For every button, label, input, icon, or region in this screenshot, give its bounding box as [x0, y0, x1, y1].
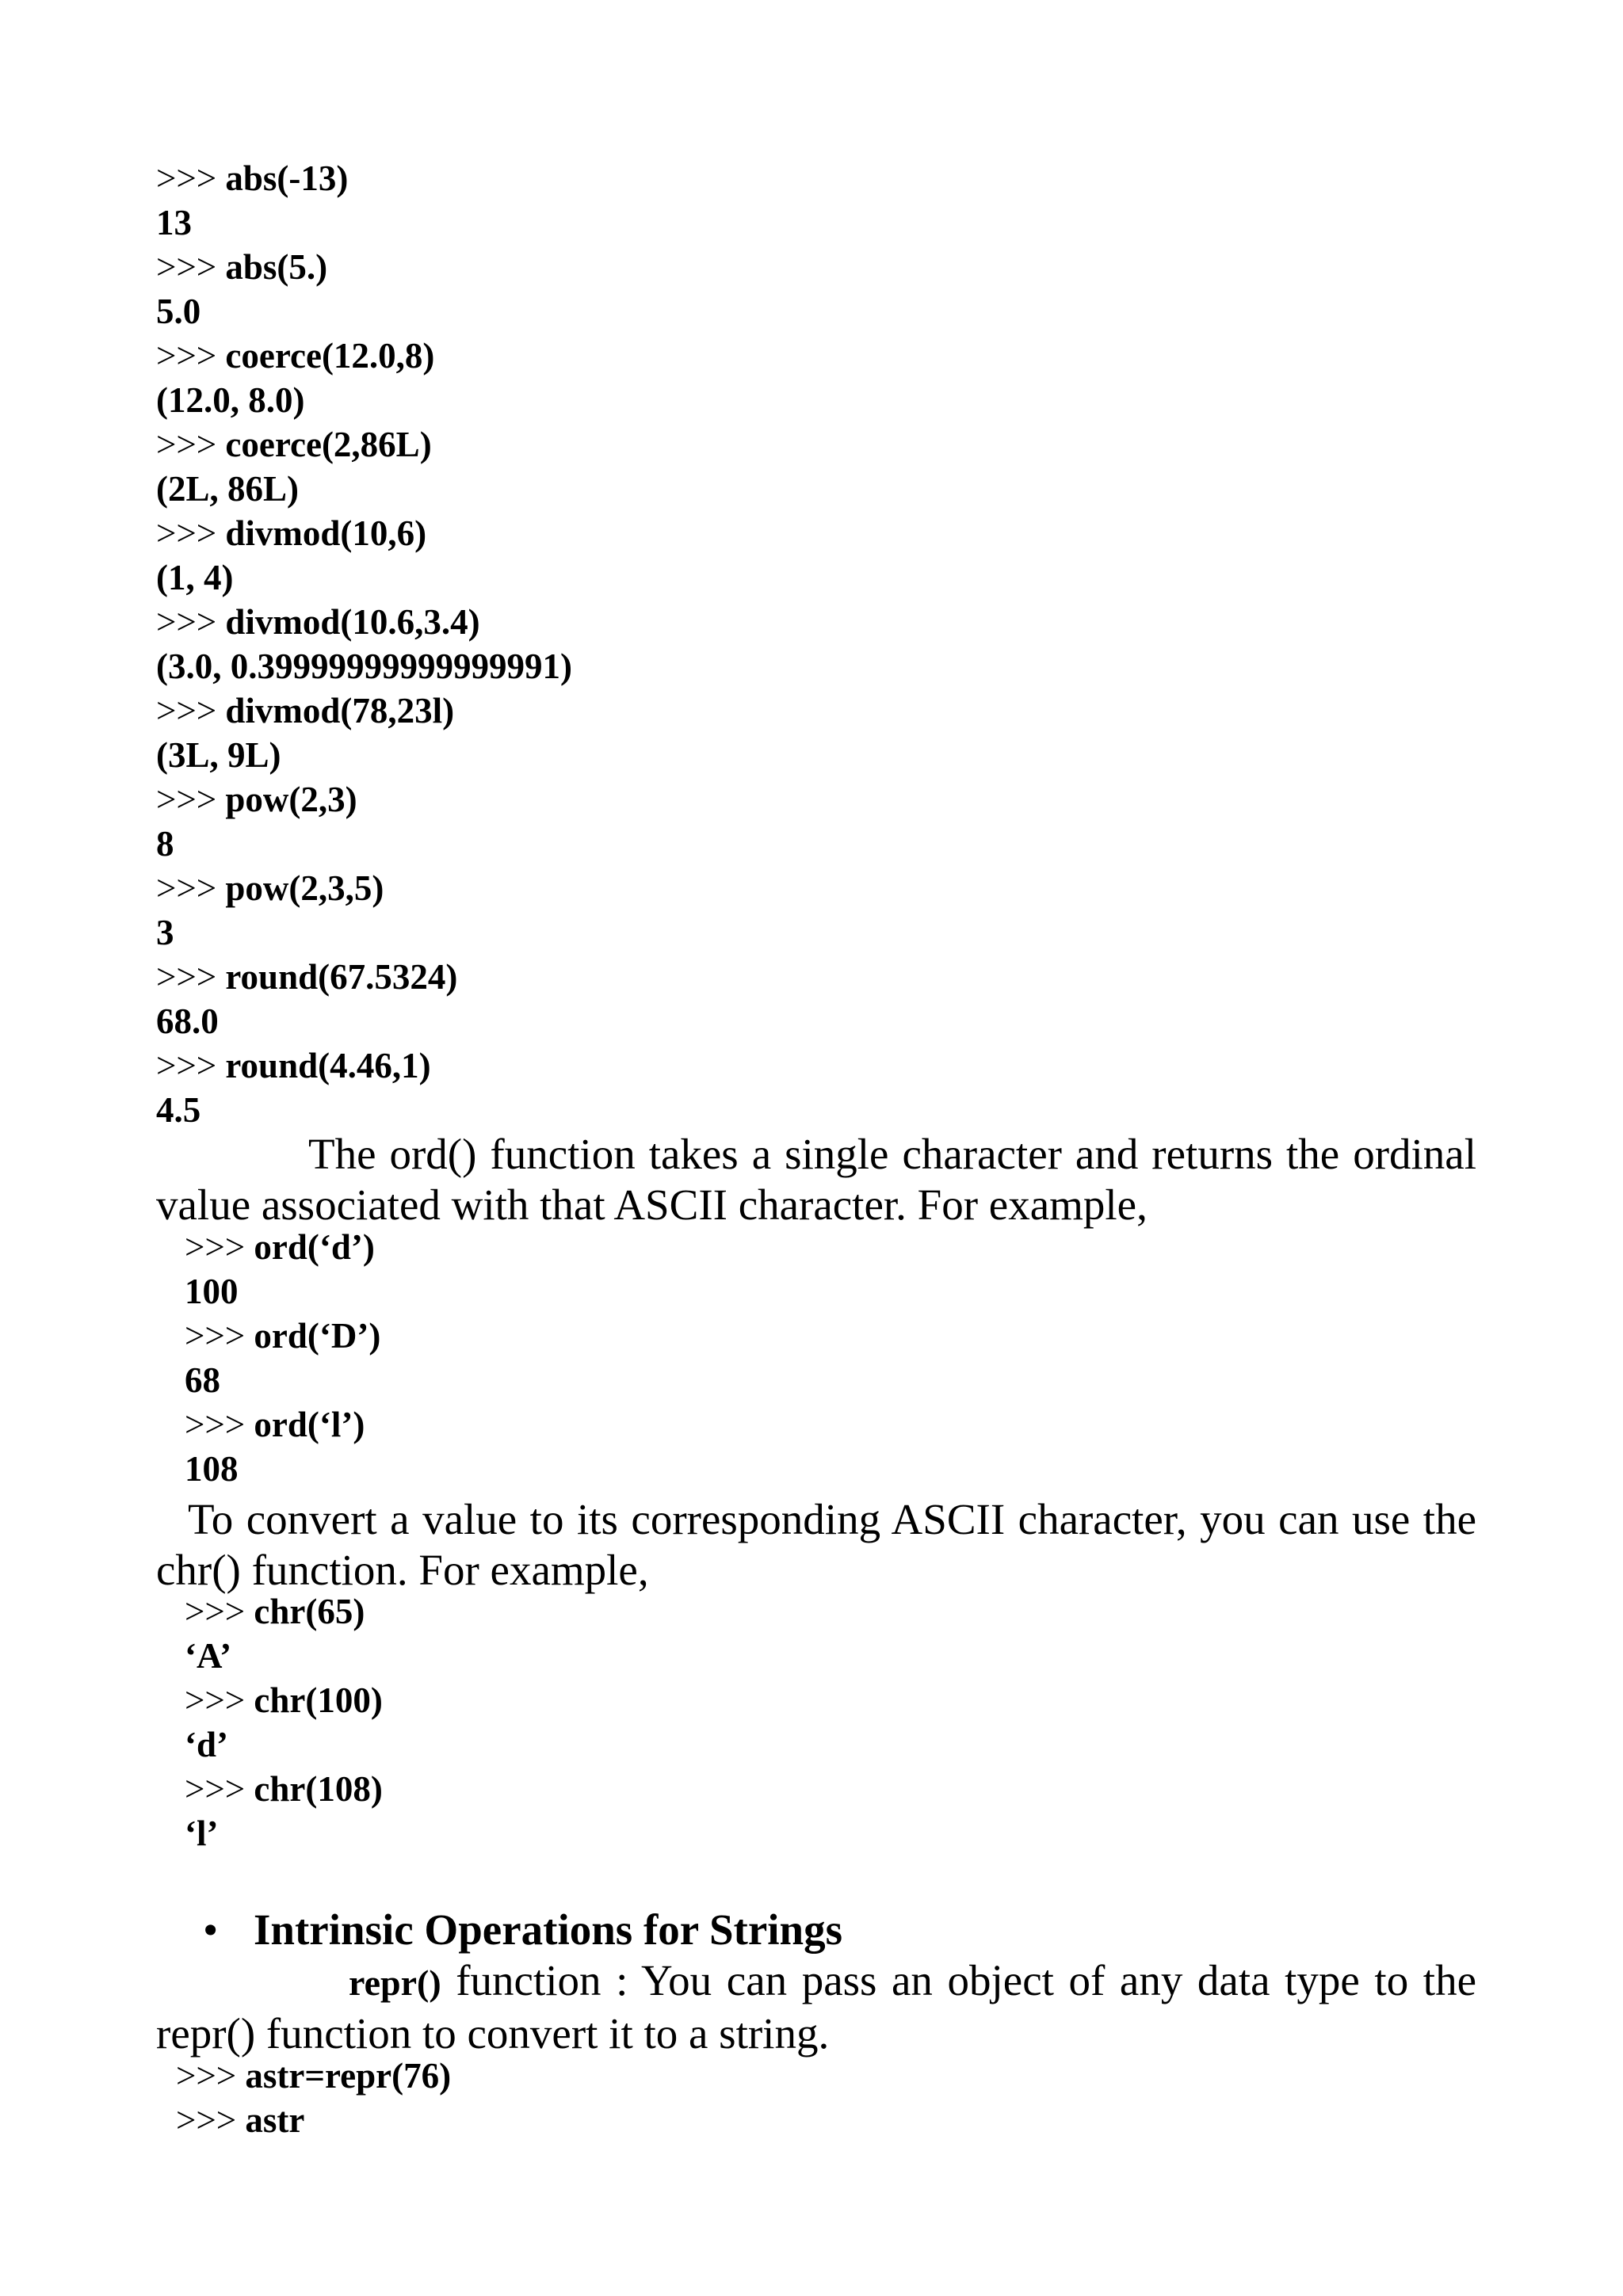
paragraph-repr-text: function : You can pass an object of any data type to the repr() function to convert it to a string.	[156, 1956, 1476, 2058]
code-output: 5.0	[156, 292, 201, 331]
prompt-marker: >>>	[176, 2100, 246, 2140]
paragraph-repr	[156, 1955, 1476, 2059]
paragraph-chr-text: To convert a value to its corresponding ASCII character, you can use the chr() function. For example,	[156, 1495, 1476, 1594]
code-input-line	[156, 156, 572, 200]
code-input-line	[185, 1225, 380, 1269]
code-input-line	[156, 688, 572, 733]
code-command: round(4.46,1)	[225, 1046, 431, 1085]
prompt-marker: >>>	[185, 1316, 254, 1356]
prompt-marker: >>>	[156, 336, 226, 376]
code-command: astr	[245, 2100, 305, 2140]
code-output-line	[156, 467, 572, 511]
code-output: (2L, 86L)	[156, 469, 299, 509]
code-output: (1, 4)	[156, 558, 234, 597]
paragraph-ord-text: The ord() function takes a single character and returns the ordinal value associated with that ASCII character. For example,	[156, 1130, 1476, 1229]
bullet-icon: •	[203, 1905, 219, 1954]
code-output-line	[156, 822, 572, 866]
prompt-marker: >>>	[156, 602, 226, 642]
code-command: divmod(10.6,3.4)	[225, 602, 480, 642]
prompt-marker: >>>	[156, 1046, 226, 1085]
code-input-line	[156, 422, 572, 467]
code-output-line	[156, 378, 572, 422]
prompt-marker: >>>	[185, 1680, 254, 1720]
prompt-marker: >>>	[185, 1769, 254, 1809]
code-input-line	[156, 600, 572, 644]
prompt-marker: >>>	[156, 425, 226, 464]
code-command: abs(-13)	[225, 158, 349, 198]
code-output: ‘l’	[185, 1814, 219, 1853]
code-input-line	[156, 511, 572, 555]
code-command: coerce(12.0,8)	[225, 336, 435, 376]
code-output-line	[156, 999, 572, 1043]
repr-function-name: repr()	[349, 1962, 441, 2003]
code-output-line	[185, 1447, 380, 1491]
code-output: 108	[185, 1449, 239, 1489]
code-input-line	[156, 245, 572, 289]
code-input-line	[185, 1589, 383, 1634]
code-output-line	[156, 644, 572, 688]
prompt-marker: >>>	[185, 1592, 254, 1631]
code-command: ord(‘l’)	[254, 1405, 365, 1444]
prompt-marker: >>>	[185, 1227, 254, 1267]
code-output-line	[185, 1811, 383, 1855]
code-output: 68.0	[156, 1001, 219, 1041]
code-output-line	[156, 289, 572, 334]
code-command: chr(100)	[254, 1680, 383, 1720]
code-input-line	[185, 1767, 383, 1811]
code-command: divmod(78,23l)	[225, 691, 455, 730]
paragraph-ord	[156, 1129, 1476, 1230]
prompt-marker: >>>	[176, 2056, 246, 2096]
code-output: (12.0, 8.0)	[156, 380, 305, 420]
prompt-marker: >>>	[156, 780, 226, 819]
code-command: chr(65)	[254, 1592, 365, 1631]
code-input-line	[185, 1314, 380, 1358]
code-output: 3	[156, 913, 174, 952]
code-output-line	[156, 733, 572, 777]
code-command: divmod(10,6)	[225, 513, 427, 553]
code-output: (3L, 9L)	[156, 735, 281, 775]
code-command: round(67.5324)	[225, 957, 458, 997]
code-output: 13	[156, 203, 192, 242]
code-command: ord(‘d’)	[254, 1227, 375, 1267]
code-input-line	[156, 1043, 572, 1088]
prompt-marker: >>>	[156, 868, 226, 908]
code-command: chr(108)	[254, 1769, 383, 1809]
code-output-line	[156, 910, 572, 955]
code-block-chr	[185, 1589, 383, 1855]
prompt-marker: >>>	[156, 247, 226, 287]
code-input-line	[156, 334, 572, 378]
code-command: pow(2,3)	[225, 780, 357, 819]
code-input-line	[156, 866, 572, 910]
code-command: astr=repr(76)	[245, 2056, 452, 2096]
code-block-repr	[176, 2054, 451, 2142]
code-output: 100	[185, 1272, 239, 1311]
code-output: 8	[156, 824, 174, 864]
code-output: ‘A’	[185, 1636, 232, 1676]
code-output: ‘d’	[185, 1725, 228, 1764]
paragraph-chr	[156, 1494, 1476, 1596]
prompt-marker: >>>	[156, 691, 226, 730]
code-command: coerce(2,86L)	[225, 425, 432, 464]
prompt-marker: >>>	[156, 957, 226, 997]
code-output: (3.0, 0.39999999999999991)	[156, 646, 572, 686]
code-output-line	[156, 1088, 572, 1132]
code-block-ord	[185, 1225, 380, 1491]
prompt-marker: >>>	[185, 1405, 254, 1444]
code-output-line	[156, 555, 572, 600]
code-output: 68	[185, 1360, 220, 1400]
code-command: ord(‘D’)	[254, 1316, 381, 1356]
code-command: pow(2,3,5)	[225, 868, 384, 908]
section-heading-text: Intrinsic Operations for Strings	[254, 1905, 843, 1954]
code-input-line	[176, 2054, 451, 2098]
code-input-line	[176, 2098, 451, 2142]
code-output-line	[156, 200, 572, 245]
code-block-numeric-functions	[156, 156, 572, 1132]
code-input-line	[156, 955, 572, 999]
code-command: abs(5.)	[225, 247, 328, 287]
code-output-line	[185, 1269, 380, 1314]
prompt-marker: >>>	[156, 513, 226, 553]
code-output-line	[185, 1358, 380, 1402]
code-input-line	[185, 1402, 380, 1447]
code-output: 4.5	[156, 1090, 201, 1130]
code-output-line	[185, 1634, 383, 1678]
prompt-marker: >>>	[156, 158, 226, 198]
code-input-line	[156, 777, 572, 822]
code-output-line	[185, 1722, 383, 1767]
code-input-line	[185, 1678, 383, 1722]
